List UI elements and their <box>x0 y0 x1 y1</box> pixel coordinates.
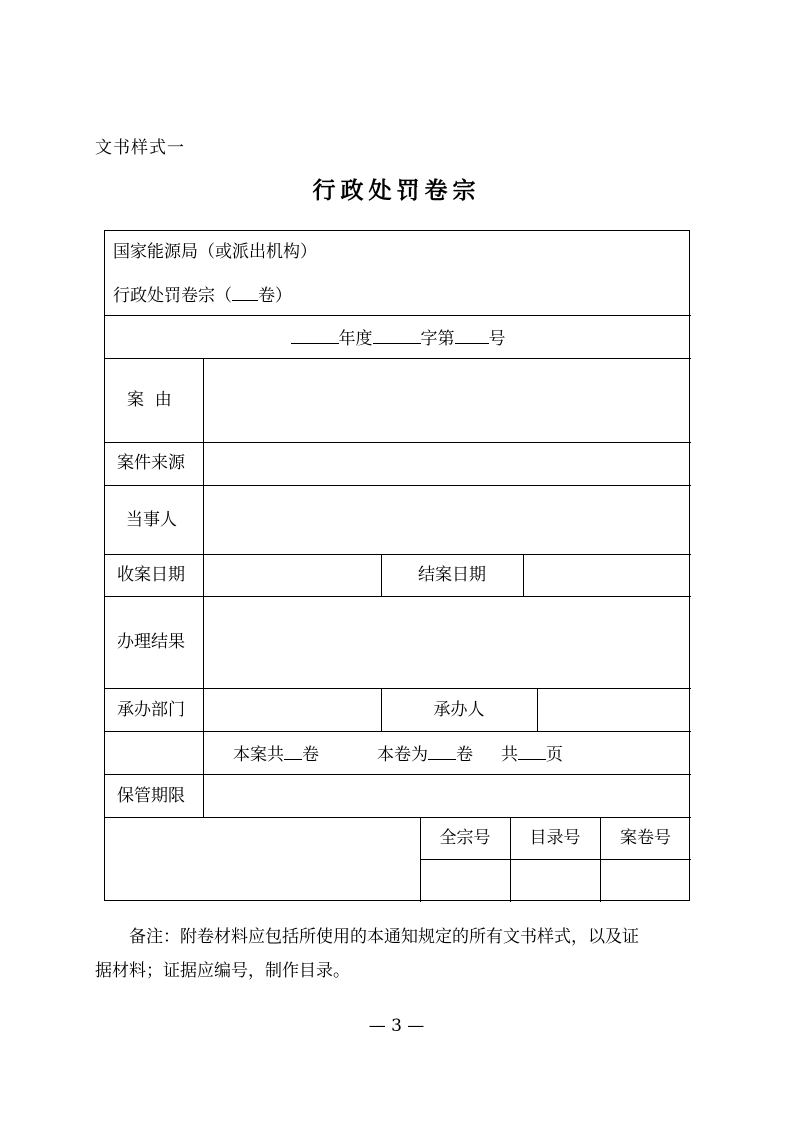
char-label: 字第 <box>420 329 455 349</box>
year-number-line <box>105 327 691 349</box>
pages-prefix: 共 <box>501 745 518 765</box>
case-source-label: 案件来源 <box>117 453 185 473</box>
rule-5 <box>105 554 691 555</box>
dossier-suffix: 卷） <box>258 286 292 306</box>
rule-10 <box>105 817 691 818</box>
file-no-label: 案卷号 <box>620 828 671 848</box>
party-label: 当事人 <box>126 510 177 530</box>
year-label: 年度 <box>338 329 373 349</box>
doc-style-label: 文书样式一 <box>95 138 185 158</box>
filing-date-label: 收案日期 <box>117 565 185 585</box>
catalog-no-label: 目录号 <box>529 828 581 848</box>
page-title: 行政处罚卷宗 <box>312 177 481 204</box>
num-label: 号 <box>488 329 506 349</box>
volume-summary-line <box>105 743 691 765</box>
rule-7 <box>105 688 691 689</box>
dept-divider-2 <box>537 688 538 731</box>
case-total-blank[interactable] <box>284 743 302 760</box>
dossier-form <box>104 230 690 901</box>
page-number: — 3 — <box>368 1016 425 1036</box>
rule-9 <box>105 774 691 775</box>
rule-1 <box>105 315 691 316</box>
handler-label: 承办人 <box>433 700 485 720</box>
dept-label: 承办部门 <box>117 700 185 720</box>
date-divider-2 <box>523 554 524 596</box>
case-reason-label: 案 由 <box>127 390 172 410</box>
retention-label: 保管期限 <box>117 786 185 806</box>
note-line-1: 备注：附卷材料应包括所使用的本通知规定的所有文书样式，以及证 <box>129 927 639 947</box>
pages-unit: 页 <box>546 745 563 765</box>
result-label: 办理结果 <box>117 632 185 652</box>
rule-2 <box>105 358 691 359</box>
year-blank[interactable] <box>291 327 339 344</box>
rule-4 <box>105 485 691 486</box>
rule-6 <box>105 596 691 597</box>
closing-date-label: 结案日期 <box>418 565 486 585</box>
rule-3 <box>105 442 691 443</box>
pages-blank[interactable] <box>518 743 546 760</box>
rule-11 <box>420 859 691 860</box>
this-volume-blank[interactable] <box>428 743 456 760</box>
char-blank[interactable] <box>373 327 421 344</box>
case-total-unit: 卷 <box>302 745 319 765</box>
dossier-line <box>113 284 292 306</box>
rule-8 <box>105 731 691 732</box>
org-line: 国家能源局（或派出机构） <box>113 242 317 262</box>
this-volume-prefix: 本卷为 <box>377 745 428 765</box>
fonds-no-label: 全宗号 <box>439 828 491 848</box>
dossier-prefix: 行政处罚卷宗（ <box>113 286 232 306</box>
this-volume-unit: 卷 <box>456 745 473 765</box>
dossier-volume-blank[interactable] <box>232 284 258 301</box>
note-line-2: 据材料；证据应编号，制作目录。 <box>95 961 350 981</box>
number-blank[interactable] <box>455 327 489 344</box>
case-total-prefix: 本案共 <box>233 745 284 765</box>
